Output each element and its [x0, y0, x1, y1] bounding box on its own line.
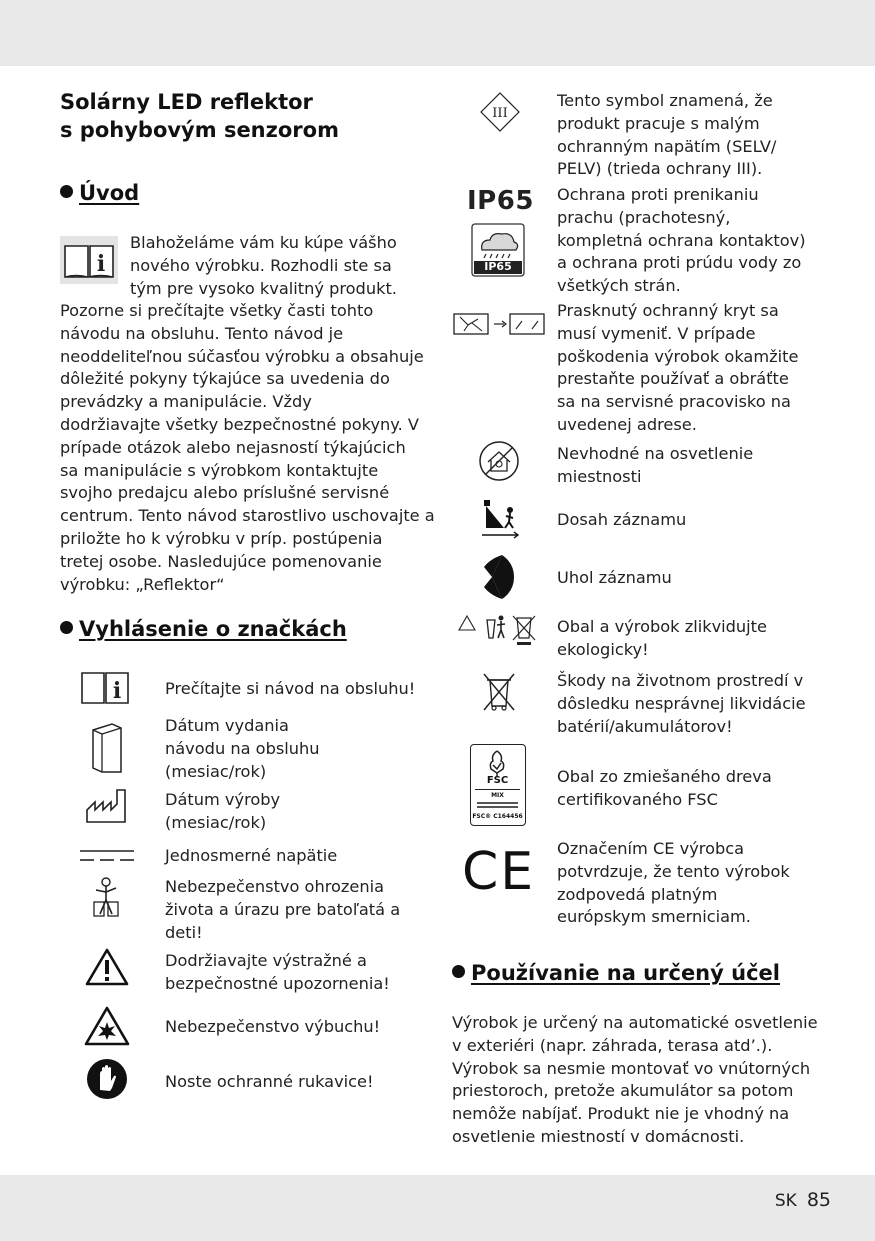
intro-heading	[60, 181, 139, 205]
text-line: nového výrobku. Rozhodli ste sa	[130, 255, 392, 275]
symbol-text	[557, 300, 798, 437]
read-manual-icon	[80, 670, 130, 706]
manual-booklet-icon	[90, 722, 124, 774]
factory-icon	[85, 788, 127, 824]
text-line: návodu na obsluhu. Tento návod je	[60, 323, 344, 343]
text-line: Uhol záznamu	[557, 568, 672, 587]
fsc-icon	[470, 744, 526, 826]
text-line: nemôže nabíjať. Produkt nie je vhodný na	[452, 1104, 790, 1124]
text-line: dôsledku nesprávnej likvidácie	[557, 693, 806, 713]
symbol-text	[165, 876, 400, 944]
text-line: svojho predajcu alebo príslušné servisné	[60, 483, 390, 503]
text-line: v exteriéri (napr. záhrada, terasa atd’.).	[452, 1035, 773, 1055]
text-line: tretej osobe. Nasledujúce pomenovanie	[60, 551, 382, 571]
detection-angle-icon	[480, 553, 514, 601]
text-line: produkt pracuje s malým	[557, 113, 760, 133]
fsc-text: FSC	[486, 775, 509, 786]
text-line: tým pre vysoko kvalitný produkt.	[130, 278, 397, 298]
symbol-text	[557, 766, 772, 812]
text-line: ekologicky!	[557, 639, 649, 659]
text-line: všetkých strán.	[557, 276, 681, 296]
text-line: Dátum vydania	[165, 716, 289, 735]
bottom-band	[0, 1175, 875, 1241]
text-line: prestaňte používať a obráťte	[557, 369, 789, 389]
symbols-heading-text: Vyhlásenie o značkách	[79, 617, 347, 641]
text-line: ochranným napätím (SELV/	[557, 136, 777, 156]
symbol-text	[165, 678, 415, 701]
ce-mark-icon: CE	[462, 842, 536, 902]
page-number: 85	[806, 1189, 831, 1211]
text-line: centrum. Tento návod starostlivo uschovajte a	[60, 506, 435, 526]
text-line: osvetlenie miestností v domácnosti.	[452, 1126, 745, 1146]
child-danger-icon	[88, 876, 124, 918]
svg-text:III: III	[492, 106, 508, 121]
text-line: uvedenej adrese.	[557, 414, 697, 434]
warning-triangle-icon	[85, 948, 129, 986]
symbol-text	[557, 567, 672, 590]
text-line: dôležité pokyny týkajúce sa uvedenia do	[60, 369, 390, 389]
symbol-text	[165, 1071, 374, 1094]
crossed-bin-icon	[480, 672, 518, 712]
text-line: sa na servisné pracovisko na	[557, 392, 791, 412]
intro-paragraph	[60, 300, 435, 596]
text-line: certifikovaného FSC	[557, 789, 718, 809]
text-line: európskym smerniciam.	[557, 907, 751, 927]
symbol-text	[165, 715, 320, 783]
symbol-text	[165, 950, 390, 996]
symbols-heading	[60, 617, 347, 641]
text-line: zodpovedá platným	[557, 884, 718, 904]
protection-class-iii-icon	[480, 92, 520, 132]
no-indoor-lighting-icon	[478, 440, 520, 482]
text-line: Dosah záznamu	[557, 510, 687, 529]
text-line: (mesiac/rok)	[165, 812, 267, 832]
gloves-icon	[86, 1058, 128, 1100]
text-line: prachu (prachotesný,	[557, 207, 731, 227]
text-line: Prasknutý ochranný kryt sa	[557, 301, 779, 320]
text-line: Obal a výrobok zlikvidujte	[557, 617, 767, 636]
text-line: Dátum výroby	[165, 790, 281, 809]
text-line: Nebezpečenstvo ohrozenia	[165, 877, 385, 896]
text-line: a ochrana proti prúdu vody zo	[557, 253, 802, 273]
symbol-text	[165, 789, 280, 835]
text-line: Blahoželáme vám ku kúpe vášho	[130, 233, 397, 252]
symbol-text	[165, 1016, 380, 1039]
text-line: batérií/akumulátorov!	[557, 716, 733, 736]
fsc-code: FSC® C164456	[472, 813, 523, 820]
text-line: Prečítajte si návod na obsluhu!	[165, 679, 416, 698]
text-line: PELV) (trieda ochrany III).	[557, 159, 763, 179]
text-line: priestoroch, pretože akumulátor sa potom	[452, 1081, 794, 1101]
text-line: návodu na obsluhu	[165, 738, 320, 758]
heading-bullet	[60, 185, 73, 198]
text-line: Nebezpečenstvo výbuchu!	[165, 1017, 381, 1036]
heading-bullet	[452, 965, 465, 978]
recycling-icon	[457, 612, 539, 646]
footer-language: SK	[774, 1191, 797, 1211]
text-line: Škody na životnom prostredí v	[557, 671, 804, 690]
text-line: Dodržiavajte výstražné a	[165, 951, 367, 970]
detection-range-icon	[482, 498, 518, 538]
text-line: neoddeliteľnou súčasťou výrobku a obsahuje	[60, 346, 424, 366]
text-line: života a úrazu pre batoľatá a	[165, 899, 401, 919]
fsc-mix: MIX	[491, 792, 504, 799]
text-line: dodržiavajte všetky bezpečnostné pokyny. V	[60, 414, 419, 434]
svg-text:i: i	[112, 678, 122, 704]
text-line: musí vymeniť. V prípade	[557, 323, 756, 343]
usage-heading	[452, 961, 780, 985]
text-line: Nevhodné na osvetlenie	[557, 444, 754, 463]
symbol-text	[557, 838, 790, 929]
text-line: Ochrana proti prenikaniu	[557, 185, 759, 204]
symbol-text	[165, 845, 337, 868]
text-line: Označením CE výrobca	[557, 839, 745, 858]
ip65-label: IP65	[467, 186, 534, 216]
usage-paragraph	[452, 1012, 818, 1149]
page-footer	[775, 1189, 831, 1211]
top-band	[0, 0, 875, 66]
symbol-text	[557, 443, 753, 489]
text-line: prevádzky a manipulácie. Vždy	[60, 392, 312, 412]
page-title: Solárny LED reflektor s pohybovým senzorom	[60, 90, 339, 142]
text-line: bezpečnostné upozornenia!	[165, 973, 390, 993]
cracked-cover-icon	[452, 311, 546, 337]
ip65-badge: IP65	[484, 260, 512, 273]
text-line: Tento symbol znamená, že	[557, 91, 773, 110]
symbol-text	[557, 184, 806, 298]
symbol-text	[557, 509, 686, 532]
text-line: (mesiac/rok)	[165, 761, 267, 781]
text-line: poškodenia výrobok okamžite	[557, 346, 799, 366]
text-line: Jednosmerné napätie	[165, 846, 338, 865]
text-line: kompletná ochrana kontaktov)	[557, 230, 806, 250]
intro-paragraph-top	[130, 232, 397, 300]
text-line: Noste ochranné rukavice!	[165, 1072, 374, 1091]
heading-bullet	[60, 621, 73, 634]
usage-heading-text: Používanie na určený účel	[471, 961, 780, 985]
text-line: sa manipulácie s výrobkom kontaktujte	[60, 460, 379, 480]
direct-current-icon	[80, 848, 134, 862]
text-line: potvrdzuje, že tento výrobok	[557, 861, 790, 881]
read-manual-icon	[60, 236, 118, 284]
text-line: Výrobok je určený na automatické osvetlenie	[452, 1013, 818, 1032]
svg-text:i: i	[96, 251, 106, 277]
text-line: prípade otázok alebo nejasností týkajúcich	[60, 437, 406, 457]
symbol-text	[557, 90, 776, 181]
symbol-text	[557, 670, 806, 738]
text-line: Pozorne si prečítajte všetky časti tohto	[60, 301, 374, 320]
intro-heading-text: Úvod	[79, 181, 140, 205]
text-line: miestnosti	[557, 466, 642, 486]
text-line: deti!	[165, 922, 203, 942]
text-line: priložte ho k výrobku v príp. postúpenia	[60, 528, 383, 548]
text-line: výrobku: „Reflektor“	[60, 574, 225, 594]
text-line: Výrobok sa nesmie montovať vo vnútorných	[452, 1058, 811, 1078]
text-line: Obal zo zmiešaného dreva	[557, 767, 772, 786]
explosion-icon	[84, 1006, 130, 1046]
symbol-text	[557, 616, 767, 662]
